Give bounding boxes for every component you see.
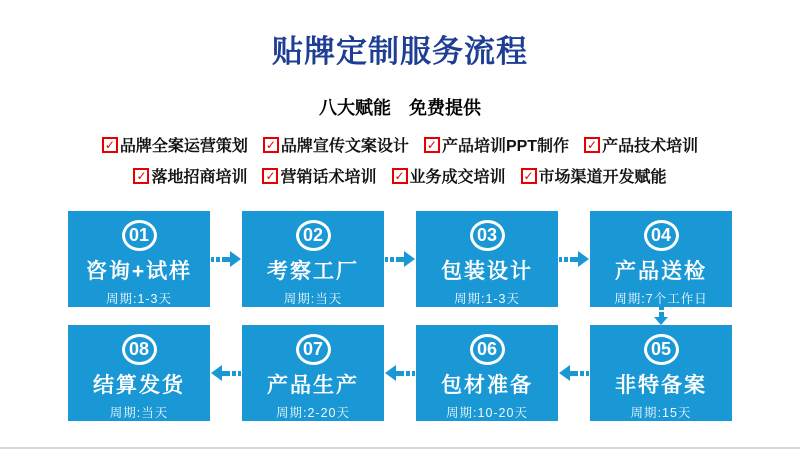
benefit-item bbox=[424, 133, 569, 156]
benefit-label: 业务成交培训 bbox=[409, 169, 506, 186]
step-box-05 bbox=[590, 325, 732, 421]
arrow-zone bbox=[384, 211, 416, 307]
step-period: 周期:1-3天 bbox=[105, 292, 173, 306]
arrow-zone bbox=[558, 325, 590, 421]
step-number-badge: 03 bbox=[470, 220, 505, 251]
step-period: 周期:1-3天 bbox=[453, 292, 521, 306]
checkbox-icon: ✓ bbox=[584, 137, 600, 153]
step-box-06 bbox=[416, 325, 558, 421]
checkbox-icon: ✓ bbox=[102, 137, 118, 153]
step-number-badge: 05 bbox=[644, 334, 679, 365]
flow-row-bottom bbox=[68, 325, 732, 421]
benefits-section bbox=[0, 133, 800, 187]
step-box-02 bbox=[242, 211, 384, 307]
step-period: 周期:7个工作日 bbox=[614, 292, 708, 306]
step-title: 产品送检 bbox=[615, 260, 707, 283]
benefit-label: 品牌宣传文案设计 bbox=[280, 138, 409, 155]
benefit-row-2 bbox=[0, 164, 800, 187]
benefit-label: 市场渠道开发赋能 bbox=[538, 169, 667, 186]
step-title: 包装设计 bbox=[441, 260, 533, 283]
benefit-row-1 bbox=[0, 133, 800, 156]
step-box-07 bbox=[242, 325, 384, 421]
arrow-zone bbox=[210, 325, 242, 421]
step-title: 咨询+试样 bbox=[85, 260, 193, 283]
checkbox-icon: ✓ bbox=[133, 168, 149, 184]
flow-row-top bbox=[68, 211, 732, 307]
step-title: 考察工厂 bbox=[267, 260, 359, 283]
benefit-item bbox=[102, 133, 248, 156]
benefit-item bbox=[521, 164, 667, 187]
arrow-right-icon bbox=[559, 251, 589, 267]
benefit-item bbox=[263, 133, 409, 156]
step-period: 周期:2-20天 bbox=[276, 406, 350, 420]
checkbox-icon: ✓ bbox=[392, 168, 408, 184]
benefit-label: 品牌全案运营策划 bbox=[119, 138, 248, 155]
arrow-right-icon bbox=[385, 251, 415, 267]
benefit-item bbox=[262, 164, 376, 187]
arrow-left-icon bbox=[559, 365, 589, 381]
step-number-badge: 02 bbox=[296, 220, 331, 251]
benefit-label: 产品培训PPT制作 bbox=[441, 138, 570, 155]
step-box-04 bbox=[590, 211, 732, 307]
step-period: 周期:当天 bbox=[283, 292, 343, 306]
step-number-badge: 04 bbox=[644, 220, 679, 251]
step-number-badge: 01 bbox=[122, 220, 157, 251]
step-period: 周期:15天 bbox=[630, 406, 692, 420]
page-subtitle: 八大赋能 免费提供 bbox=[319, 98, 481, 118]
arrow-zone bbox=[558, 211, 590, 307]
step-number-badge: 08 bbox=[122, 334, 157, 365]
flow-row-connector bbox=[68, 307, 732, 325]
arrow-left-icon bbox=[211, 365, 241, 381]
checkbox-icon: ✓ bbox=[263, 137, 279, 153]
step-box-01 bbox=[68, 211, 210, 307]
step-period: 周期:10-20天 bbox=[446, 406, 528, 420]
arrow-right-icon bbox=[211, 251, 241, 267]
bottom-divider bbox=[0, 447, 800, 449]
benefit-label: 落地招商培训 bbox=[151, 169, 248, 186]
benefit-item bbox=[584, 133, 698, 156]
arrow-down-icon bbox=[654, 307, 668, 325]
step-title: 非特备案 bbox=[615, 374, 707, 397]
arrow-left-icon bbox=[385, 365, 415, 381]
step-title: 产品生产 bbox=[267, 374, 359, 397]
benefit-label: 产品技术培训 bbox=[602, 138, 699, 155]
page-title: 贴牌定制服务流程 bbox=[272, 34, 528, 69]
step-number-badge: 06 bbox=[470, 334, 505, 365]
checkbox-icon: ✓ bbox=[521, 168, 537, 184]
benefit-label: 营销话术培训 bbox=[280, 169, 377, 186]
process-flow bbox=[68, 211, 732, 421]
step-title: 结算发货 bbox=[93, 374, 185, 397]
checkbox-icon: ✓ bbox=[424, 137, 440, 153]
step-box-08 bbox=[68, 325, 210, 421]
step-period: 周期:当天 bbox=[109, 406, 169, 420]
checkbox-icon: ✓ bbox=[262, 168, 278, 184]
step-title: 包材准备 bbox=[441, 374, 533, 397]
step-number-badge: 07 bbox=[296, 334, 331, 365]
arrow-zone bbox=[210, 211, 242, 307]
benefit-item bbox=[133, 164, 247, 187]
arrow-zone bbox=[384, 325, 416, 421]
step-box-03 bbox=[416, 211, 558, 307]
benefit-item bbox=[392, 164, 506, 187]
